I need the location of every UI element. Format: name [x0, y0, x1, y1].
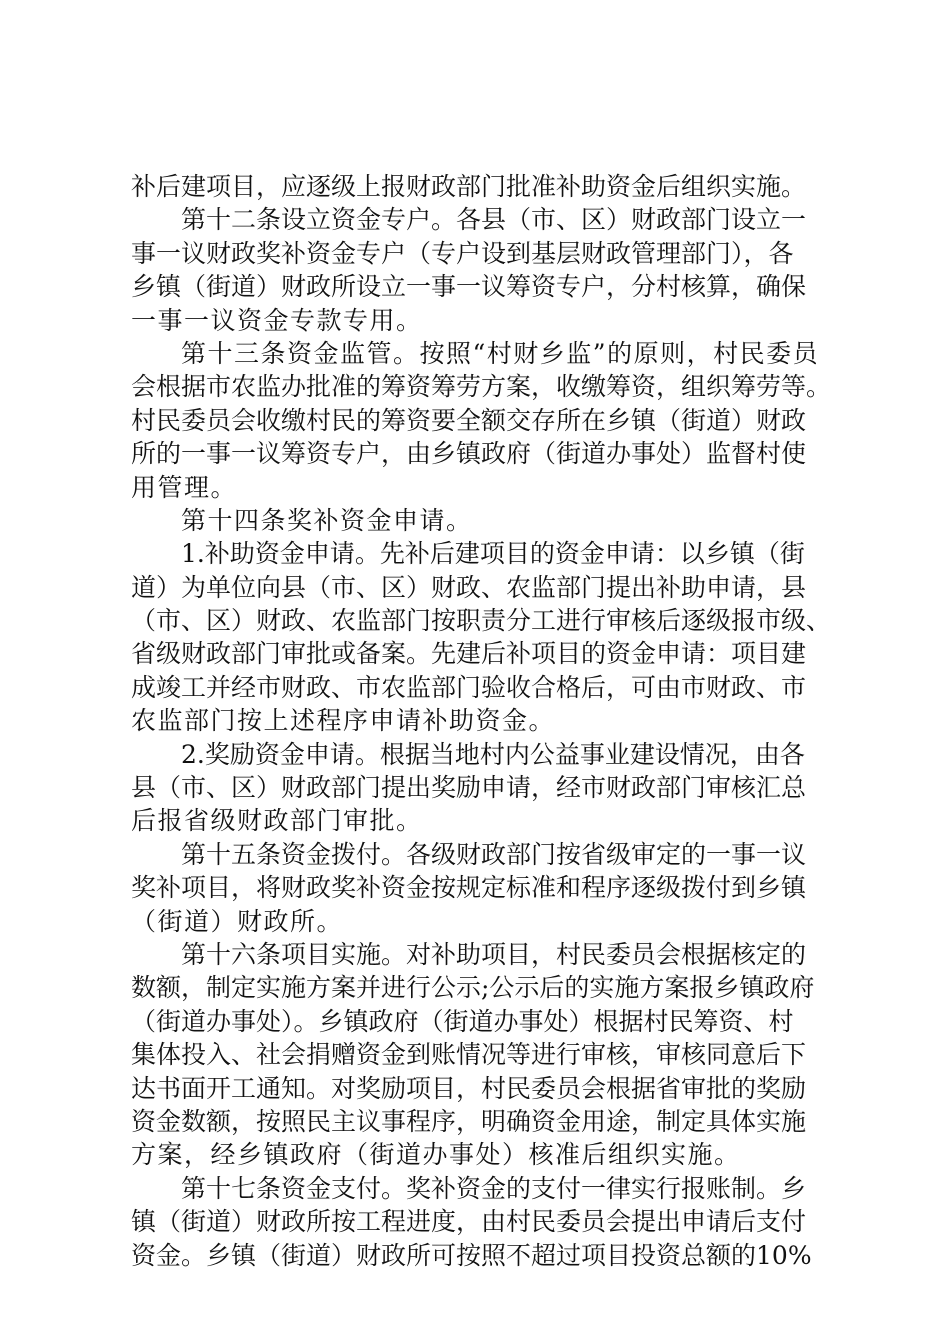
text-line: 第十三条资金监管。按照“村财乡监”的原则，村民委员: [181, 338, 820, 368]
text-line: 后报省级财政部门审批。: [131, 806, 423, 836]
text-line: （市、区）财政、农监部门按职责分工进行审核后逐级报市级、: [131, 606, 832, 636]
text-line: 县（市、区）财政部门提出奖励申请，经市财政部门审核汇总: [131, 773, 807, 803]
text-line: 农监部门按上述程序申请补助资金。: [131, 706, 556, 736]
text-line: 1.补助资金申请。先补后建项目的资金申请：以乡镇（街: [181, 539, 805, 569]
text-line: 第十二条设立资金专户。各县（市、区）财政部门设立一: [181, 205, 807, 235]
text-line: 集体投入、社会捐赠资金到账情况等进行审核，审核同意后下: [131, 1040, 807, 1070]
text-line: 会根据市农监办批准的筹资筹劳方案，收缴筹资，组织筹劳等。: [131, 372, 832, 402]
text-line: 资金数额，按照民主议事程序，明确资金用途，制定具体实施: [131, 1106, 807, 1136]
text-line: 2.奖励资金申请。根据当地村内公益事业建设情况，由各: [181, 739, 805, 769]
text-line: 乡镇（街道）财政所设立一事一议筹资专户，分村核算，确保: [131, 272, 807, 302]
text-line: 方案，经乡镇政府（街道办事处）核准后组织实施。: [131, 1140, 741, 1170]
text-line: 道）为单位向县（市、区）财政、农监部门提出补助申请，县: [131, 572, 807, 602]
text-line: 补后建项目，应逐级上报财政部门批准补助资金后组织实施。: [131, 172, 807, 201]
text-line: 第十四条奖补资金申请。: [181, 505, 473, 535]
text-line: 成竣工并经市财政、市农监部门验收合格后，可由市财政、市: [131, 672, 807, 702]
text-line: 村民委员会收缴村民的筹资要全额交存所在乡镇（街道）财政: [131, 405, 807, 435]
text-line: 第十七条资金支付。奖补资金的支付一律实行报账制。乡: [181, 1173, 807, 1203]
text-line: 一事一议资金专款专用。: [131, 305, 423, 335]
text-line: 镇（街道）财政所按工程进度，由村民委员会提出申请后支付: [131, 1207, 807, 1237]
text-line: 资金。乡镇（街道）财政所可按照不超过项目投资总额的10%: [131, 1240, 812, 1270]
text-line: 达书面开工通知。对奖励项目，村民委员会根据省审批的奖励: [131, 1073, 807, 1103]
text-line: （街道办事处）。乡镇政府（街道办事处）根据村民筹资、村: [131, 1006, 794, 1036]
text-line: 省级财政部门审批或备案。先建后补项目的资金申请：项目建: [131, 639, 807, 669]
text-line: （街道）财政所。: [131, 906, 344, 936]
text-line: 用管理。: [131, 472, 238, 502]
document-body: [131, 170, 831, 1272]
text-line: 事一议财政奖补资金专户（专户设到基层财政管理部门），各: [131, 238, 794, 268]
text-line: 第十六条项目实施。对补助项目，村民委员会根据核定的: [181, 939, 807, 969]
text-line: 数额，制定实施方案并进行公示;公示后的实施方案报乡镇政府: [131, 973, 815, 1003]
text-line: 所的一事一议筹资专户，由乡镇政府（街道办事处）监督村使: [131, 439, 807, 469]
text-line: 第十五条资金拨付。各级财政部门按省级审定的一事一议: [181, 839, 807, 869]
text-line: 奖补项目，将财政奖补资金按规定标准和程序逐级拨付到乡镇: [131, 873, 807, 903]
